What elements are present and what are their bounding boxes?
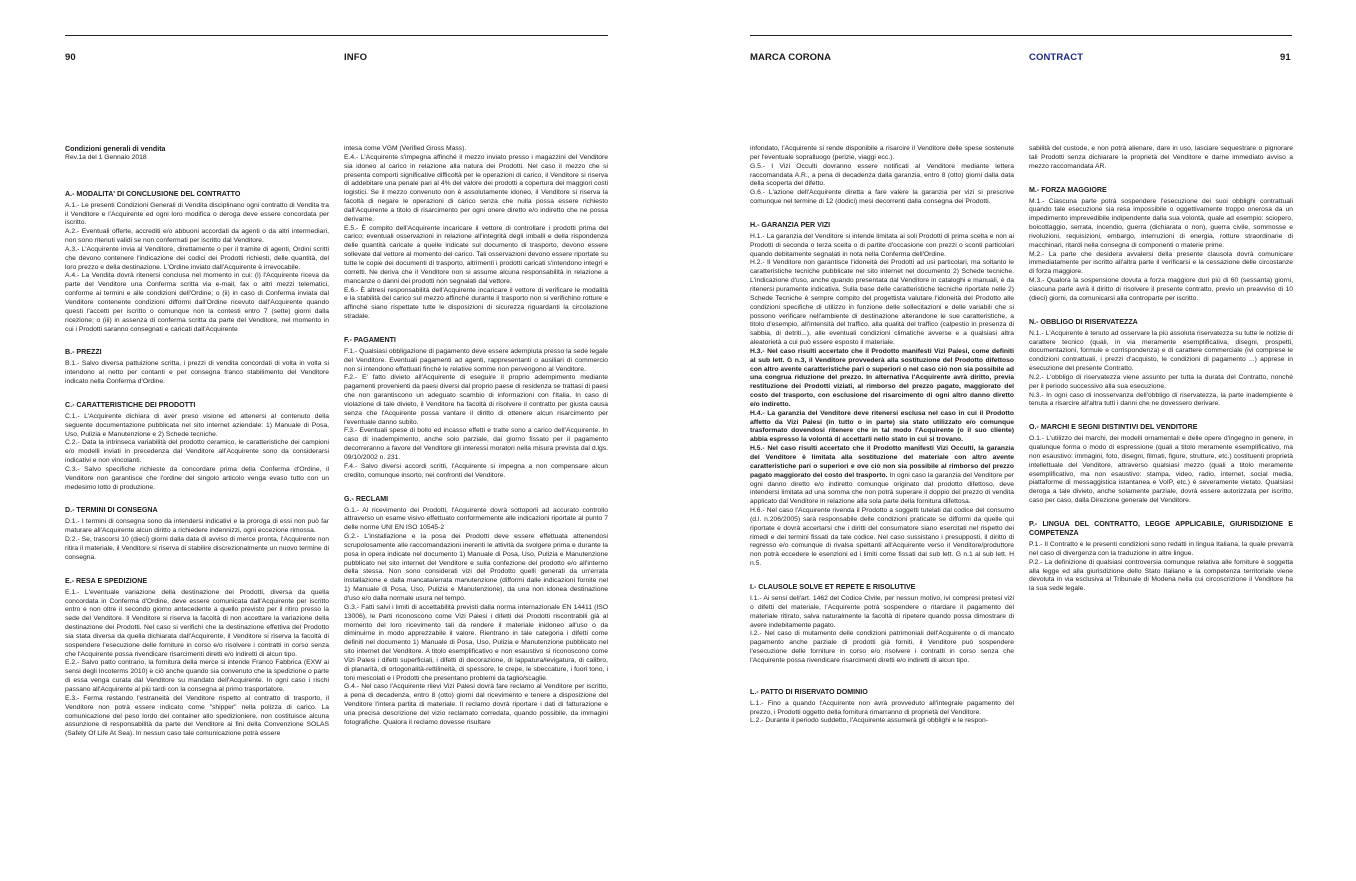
clause: D.2.- Se, trascorsi 10 (dieci) giorni dalla data di avviso di merce pronta, l'Acquirente non ritira il materiale, il Venditore si riserva di stabilire discrezionalmente un nuovo termine di consegna. [65,536,329,561]
clause: H.2.- Il Venditore non garantisce l'idoneità dei Prodotti ad usi particolari, ma soltanto le caratteristiche tecniche pubblicate nel sito internet nel documento 2) Schede tecniche. L'indicazione d'uso, anche quando presentata dal Venditore in cataloghi e manuali, è da ritenersi puramente indicativa. Sulla base delle caratteristiche tecniche riportate nelle 2) Schede Tecniche è sempre compito del progettista valutare l'idoneità del Prodotto alle condizioni specifiche di utilizzo in funzione delle sollecitazioni e delle variabili che si possono verificare nell'ambiente di destinazione alterandone le sue caratteristiche, a titolo d'esempio, all'intensità del traffico, alla qualità del traffico (calpestio in presenza di sabbia, di detriti...), alle eventuali condizioni climatiche avverse e a qualsiasi altra aleatorietà a cui può essere esposto il materiale. [750,259,1014,347]
section-heading: I.- CLAUSOLE SOLVE ET REPETE E RISOLUTIVE [750,582,916,591]
clause: D.1.- I termini di consegna sono da intendersi indicativi e la proroga di essi non può far maturare all'Acquirente alcun diritto a richiedere indennizzi, ogni eccezione rimossa. [65,518,329,535]
clause: L.2.- Durante il periodo suddetto, l'Acquirente assumerà gli obblighi e le respon- [750,717,989,725]
clause: N.3.- In ogni caso di inosservanza dell'obbligo di riservatezza, la parte inadempiente è tenuta a risarcire all'altra tutti i danni che ne dovessero derivare. [1029,391,1293,408]
right-page-number: 91 [1280,52,1291,63]
clause-bold: H.3.- Nel caso risulti accertato che il Prodotto manifesti Vizi Palesi, come definiti al sub lett. G n.3, il Venditore provvederà alla sostituzione del Prodotto difettoso con altro avente caratteristiche pari o superiori o nel caso ciò non sia possibile ad una congrua riduzione del prezzo. In alternativa l'Acquirente avrà diritto, previa restituzione dei Prodotti viziati, al rimborso del prezzo pagato, maggiorato del costo del trasporto, con esclusione del risarcimento di ogni altro danno diretto e/o indiretto. [750,347,1014,408]
clause-mixed: H.5.- Nel caso risulti accertato che il Prodotto manifesti Vizi Occulti, la garanzia del Venditore è limitata alla sostituzione del materiale con altro avente caratteristiche pari o superiori e ove ciò non sia possibile al rimborso del prezzo pagato maggiorato del costo del trasporto. In ogni caso la garanzia del Venditore per ogni danno diretto e/o indiretto comunque originato dal prodotto difettoso, deve intendersi limitata ad una somma che non potrà superare il doppio del prezzo di vendita applicato dal Venditore in relazione alla sola parte della fornitura difettosa. [750,445,1014,506]
section-heading: O.- MARCHI E SEGNI DISTINTIVI DEL VENDITORE [1029,423,1198,432]
clause: E.4.- L'Acquirente s'impegna affinché il mezzo inviato presso i magazzini del Venditore sia idoneo al carico in relazione alla natura dei Prodotti. Nel caso il mezzo che si presenta comporti significative difficoltà per le operazioni di carico, il Venditore si riserva di addebitare una penale pari al 4% del valore dei prodotti a copertura dei maggiori costi logistici. Se il mezzo convenuto non è assolutamente idoneo, il Venditore si riserva la facoltà di negare le operazioni di carico senza che nulla possa essere richiesto dall'Acquirente a titolo di risarcimento per ogni onere diretto e/o indiretto che ne possa derivarne. [344,153,608,223]
document-title: Condizioni generali di vendita [65,145,166,153]
clause: M.1.- Ciascuna parte potrà sospendere l'esecuzione dei suoi obblighi contrattuali quando tale esecuzione sia resa impossibile o oggettivamente troppo onerosa da un impedimento imprevedibile indipendente dalla sua volontà, quale ad esempio: sciopero, boicottaggio, serrata, incendio, guerra (dichiarata o non), guerra civile, sommosse e rivoluzioni, requisizioni, embargo, interruzioni di energia, rotture straordinarie di macchinari, ritardi nella consegna di componenti o materie prime. [1029,197,1293,249]
clause: I.1.- Ai sensi dell'art. 1462 del Codice Civile, per nessun motivo, ivi compresi pretesi vizi o difetti del materiale, l'Acquirente potrà sospendere o ritardare il pagamento del materiale ritirato, salva naturalmente la facoltà di ripetere quando possa dimostrare di avere indebitamente pagato. [750,594,1014,629]
clause: H.6.- Nel caso l'Acquirente rivenda il Prodotto a soggetti tutelati dal codice del consumo (d.l. n.206/2005) sarà responsabile delle condizioni praticate se difformi da quelle qui riportate e dovrà accertarsi che i diritti del consumatore siano esercitati nel rispetto dei rimedi e dei termini fissati da tale codice. Nel caso sussistano i presupposti, il diritto di regresso e/o comunque di rivalsa spettanti all'Acquirente verso il Venditore/produttore non potrà eccedere le esenzioni ed i limiti come fissati dal sub lett. G n.1 al sub lett. H n.5. [750,507,1014,568]
section-heading: M.- FORZA MAGGIORE [1029,185,1107,194]
clause: C.2.- Data la intrinseca variabilità del prodotto ceramico, le caratteristiche dei campioni e/o modelli inviati in precedenza dal Venditore all'Acquirente sono da considerarsi indicativi e non vincolanti. [65,439,329,465]
left-header-rule [65,35,608,36]
clause: E.5.- È compito dell'Acquirente incaricare il vettore di controllare i prodotti prima del carico; eventuali osservazioni in relazione all'integrità degli imballi e della rispondenza delle quantità caricate a quelle indicate sul documento di trasporto, devono essere sollevate dal vettore al momento del carico. Tali osservazioni devono essere riportate su tutte le copie dei documenti di trasporto, altrimenti i prodotti caricati s'intendono integri e corretti. Ne deriva che il Venditore non si assume alcuna responsabilità in relazione a mancanze o danni dei prodotti non segnalati dal vettore. [344,224,608,285]
clause: G.3.- Fatti salvi i limiti di accettabilità previsti dalla norma internazionale EN 14411 (ISO 13006), le Parti riconoscono come Vizi Palesi i difetti dei Prodotti riscontrabili già al momento del loro ricevimento tali da rendere il materiale inidoneo all'uso o da diminuirne in modo apprezzabile il valore. Rientrano in tale categoria i difetti come definiti nel documento 1) Manuale di Posa, Uso, Pulizia e Manutenzione pubblicato nel sito internet del Venditore. A titolo esemplificativo e non esaustivo si riconoscono come Vizi Palesi i difetti superficiali, i difetti di decorazione, di lappatura/levigatura, di calibro, di planarità, di ortogonalità-rettilineità, di spessore, le crepe, le sbeccature, i fuori tono, i toni mescolati e i Prodotti che presentano problemi da taglio/scaglie. [344,603,608,682]
section-heading: C.- CARATTERISTICHE DEI PRODOTTI [65,400,196,409]
section-heading: L.- PATTO DI RISERVATO DOMINIO [750,687,868,696]
clause: sabilità del custode, e non potrà alienare, dare in uso, lasciare sequestrare o pignorare tali Prodotti senza dichiarare la proprietà del Venditore e darne immediato avviso a mezzo raccomandata AR. [1029,145,1293,170]
clause: C.1.- L'Acquirente dichiara di aver preso visione ed attenersi al contenuto della seguente documentazione pubblicata nel sito internet aziendale: 1) Manuale di Posa, Uso, Pulizia e Manutenzione e 2) Schede tecniche. [65,412,329,438]
clause: F.3.- Eventuali spese di bollo ed incasso effetti e tratte sono a carico dell'Acquirente. In caso di inadempimento, anche solo parziale, dai giorno fissato per il pagamento decorreranno a favore del Venditore gli interessi moratori nella misura prevista dal d.lgs. 09/10/2002 n. 231. [344,427,608,461]
clause: G.2.- L'installazione e la posa dei Prodotti deve essere effettuata attenendosi scrupolosamente alle raccomandazioni inerenti le attività da svolgere prima e durante la posa in opera indicate nel documento 1) Manuale di Posa, Uso, Pulizia e Manutenzione pubblicato nel sito internet del Venditore e sulla confezione del prodotto e/o all'interno della stessa. Non sono considerati vizi del Prodotto quelli generati da un'errata installazione e dalla mancata/errata manutenzione (difformi dalle indicazioni fornite nel 1) Manuale di Posa, Uso, Pulizia e Manutenzione), da una non idonea destinazione d'uso e/o dalla normale usura nel tempo. [344,533,608,602]
clause: O.1.- L'utilizzo dei marchi, dei modelli ornamentali e delle opere d'ingegno in genere, in qualunque forma o modo di espressione (quali a titolo meramente esemplificativo, ma non esaustivo: immagini, foto, disegni, filmati, figure, strutture, etc.) costituenti proprietà intellettuale del Venditore, attraverso qualsiasi mezzo (quali a titolo meramente esemplificativo, ma non esaustivo: stampa, video, radio, internet, social media, piattaforme di messaggistica istantanea e VoIP, etc.) è severamente vietato. Qualsiasi deroga a tale divieto, anche solamente parziale, dovrà essere autorizzata per iscritto, caso per caso, dalla Direzione generale del Venditore. [1029,435,1293,505]
clause: A.1.- Le presenti Condizioni Generali di Vendita disciplinano ogni contratto di Vendita tra il Venditore e l'Acquirente ed ogni loro modifica o deroga deve essere concordata per iscritto. [65,201,329,227]
section-heading: H.- GARANZIA PER VIZI [750,220,831,229]
clause: H.1.- La garanzia del Venditore si intende limitata ai soli Prodotti di prima scelta e non ai Prodotti di seconda o terza scelta o di partite d'occasione con prezzi o sconti particolari quando debitamente segnalati in nota nella Conferma dell'Ordine. [750,232,1014,258]
clause: E.6.- È altresì responsabilità dell'Acquirente incaricare il vettore di verificare le modalità e la stabilità del carico sul mezzo affinché durante il trasporto non si verifichino rotture e affinché siano rispettate tutte le disposizioni di sicurezza riguardanti la circolazione stradale. [344,286,608,321]
clause: F.4.- Salvo diversi accordi scritti, l'Acquirente si impegna a non compensare alcun credito, comunque insorto, nei confronti del Venditore. [344,462,608,479]
clause-bold: H.4.- La garanzia del Venditore deve ritenersi esclusa nel caso in cui il Prodotto affetto da Vizi Palesi (in tutto o in parte) sia stato utilizzato e/o comunque trasformato dovendosi ritenere che in tal modo l'Acquirente (o il suo cliente) abbia espresso la volontà di accettarli nello stato in cui si trovano. [750,409,1014,444]
clause: C.3.- Salvo specifiche richieste da concordare prima della Conferma d'Ordine, il Venditore non garantisce che l'ordine del singolo articolo venga evaso tutto con un medesimo lotto di produzione. [65,465,329,491]
text-column-2 [344,145,608,728]
clause: A.3.- L'Acquirente invia al Venditore, direttamente o per il tramite di agenti, Ordini scritti che devono contenere l'indicazione dei codici dei Prodotti richiesti, delle quantità, del loro prezzo e della destinazione. L'Ordine inviato dall'Acquirente è irrevocabile. [65,245,329,271]
left-page-number: 90 [65,52,76,63]
section-heading: G.- RECLAMI [344,494,389,503]
clause: infondato, l'Acquirente si rende disponibile a risarcire il Venditore delle spese sostenute per l'eventuale sopralluogo (perizie, viaggi ecc.). [750,145,1014,161]
brand-name: MARCA CORONA [750,52,832,63]
clause: intesa come VGM (Verified Gross Mass). [344,145,467,152]
clause: E.2.- Salvo patto contrario, la fornitura della merce si intende Franco Fabbrica (EXW ai sensi degli Incoterms 2010) e ciò anche quando sia convenuto che la spedizione o parte di essa venga curata dal Venditore su mandato dell'Acquirente. In ogni caso i rischi passano all'Acquirente al più tardi con la consegna al primo trasportatore. [65,659,329,693]
clause: G.5.- I Vizi Occulti dovranno essere notificati al Venditore mediante lettera raccomandata A.R., a pena di decadenza dalla garanzia, entro 8 (otto) giorni dalla data della scoperta del difetto. [750,162,1014,188]
section-heading: N.- OBBLIGO DI RISERVATEZZA [1029,317,1138,326]
clause: P.1.- Il Contratto e le presenti condizioni sono redatti in lingua Italiana, la quale prevarrà nel caso di divergenza con la traduzione in altre lingue. [1029,541,1293,557]
text-column-4 [1029,145,1293,594]
clause: M.3.- Qualora la sospensione dovuta a forza maggiore duri più di 60 (sessanta) giorni, ciascuna parte avrà il diritto di risolvere il presente contratto, previo un preavviso di 10 (dieci) giorni, da comunicarsi alla controparte per iscritto. [1029,277,1293,302]
section-heading: F.- PAGAMENTI [344,335,396,344]
section-heading: B.- PREZZI [65,348,102,357]
document-revision: Rev.1a del 1 Gennaio 2018 [65,153,147,161]
section-heading: D.- TERMINI DI CONSEGNA [65,506,158,515]
clause: F.1.- Qualsiasi obbligazione di pagamento deve essere adempiuta presso la sede legale del Venditore. Eventuali pagamenti ad agenti, rappresentanti o ausiliari di commercio non si intendono effettuati finché le relative somme non pervengono al Venditore. [344,347,608,373]
clause: A.2.- Eventuali offerte, accrediti e/o abbuoni accordati da agenti o da altri intermediari, non sono ritenuti validi se non confermati per iscritto dal Venditore. [65,228,329,245]
section-heading: A.- MODALITA' DI CONCLUSIONE DEL CONTRATTO [65,189,241,198]
right-header-rule [750,35,1292,36]
clause: N.2.- L'obbligo di riservatezza viene assunto per tutta la durata del Contratto, nonché per il periodo successivo alla sua esecuzione. [1029,373,1293,390]
clause: G.6.- L'azione dell'Acquirente diretta a fare valere la garanzia per vizi si prescrive comunque nel termine di 12 (dodici) mesi decorrenti dalla consegna dei Prodotti. [750,189,1014,206]
clause: I.2.- Nel caso di mutamento delle condizioni patrimoniali dell'Acquirente o di mancato pagamento anche parziale di prodotti già forniti, il Venditore può sospendere l'esecuzione delle forniture in corso e/o risolvere i contratti in corso senza che l'Acquirente possa rivendicare risarcimenti diretti e/o indiretti di alcun tipo. [750,630,1014,664]
clause: E.1.- L'eventuale variazione della destinazione dei Prodotti, diversa da quella concordata in Conferma d'Ordine, deve essere comunicata dall'Acquirente per iscritto entro e non oltre il secondo giorno antecedente a quello previsto per il ritiro presso la sede del Venditore. Il Venditore si riserva la facoltà di non accettare la variazione della destinazione dei Prodotti. Nel caso si verifichi che la destinazione effettiva del Prodotto sia stata diversa da quella dichiarata dall'Acquirente, il Venditore si riserva la facoltà di sospendere l'esecuzione delle forniture in corso e/o risolvere i contratti in corso senza che l'Acquirente possa rivendicare risarcimenti diretti e/o indiretti di alcun tipo. [65,588,329,658]
clause: G.1.- Al ricevimento dei Prodotti, l'Acquirente dovrà sottoporli ad accurato controllo attraverso un esame visivo effettuato conformemente alle indicazioni riportate al punto 7 delle norme UNI EN ISO 10545-2 [344,506,608,532]
clause: L.1.- Fino a quando l'Acquirente non avrà provveduto all'integrale pagamento del prezzo, i Prodotti oggetto della fornitura rimarranno di proprietà del Venditore. [750,699,1014,716]
clause: A.4.- La Vendita dovrà ritenersi conclusa nel momento in cui: (i) l'Acquirente riceva da parte del Venditore una Conferma scritta via e-mail, fax o altri mezzi telematici, conforme ai termini e alle condizioni dell'Ordine; o (ii) in caso di Conferma inviata dal Venditore contenente condizioni difformi dall'Ordine ricevuto dall'Acquirente quando questi l'accetti per iscritto o comunque non la contesti entro 7 (sette) giorni dalla ricezione; o (iii) in assenza di conferma scritta da parte del Venditore, nel momento in cui i Prodotti saranno consegnati e caricati dall'Acquirente [65,272,329,333]
clause: P.2.- La definizione di qualsiasi controversia comunque relativa alle forniture è soggetta alla legge ed alla giurisdizione dello Stato Italiano e la competenza territoriale viene devoluta in via esclusiva al Tribunale di Modena nella cui circoscrizione il Venditore ha la sua sede legale. [1029,558,1293,593]
clause: B.1.- Salvo diversa pattuizione scritta, i prezzi di vendita concordati di volta in volta si intendono al netto per contanti e per consegna franco stabilimento del Venditore indicato nella Conferma d'Ordine. [65,360,329,386]
left-section-title: INFO [344,52,368,63]
clause: N.1.- L'Acquirente è tenuto ad osservare la più assoluta riservatezza su tutte le notizie di carattere tecnico (quali, in via meramente esemplificativa, disegni, prospetti, documentazioni, formule e corrispondenza) e di carattere commerciale (ivi comprese le condizioni contrattuali, i prezzi d'acquisto, le condizioni di pagamento ...) apprese in esecuzione del presente Contratto. [1029,329,1293,373]
text-column-3 [750,145,1014,726]
right-section-title: CONTRACT [1029,52,1084,63]
clause: F.2.- E' fatto divieto all'Acquirente di eseguire il proprio adempimento mediante pagamenti provenienti da paesi diversi dal proprio paese di residenza se trattasi di paesi che non garantiscono un adeguato scambio di informazioni con l'Italia. In caso di violazione di tale divieto, il Venditore ha facoltà di risolvere il contratto per giusta causa senza che l'Acquirente possa vantare il diritto di ottenere alcun risarcimento per l'eventuale danno subito. [344,374,608,426]
section-heading: P.- LINGUA DEL CONTRATTO, LEGGE APPLICABILE, GIURISDIZIONE E COMPETENZA [1029,520,1293,537]
clause: G.4.- Nel caso l'Acquirente rilevi Vizi Palesi dovrà fare reclamo al Venditore per iscritto, a pena di decadenza, entro 8 (otto) giorni dal ricevimento e tenere a disposizione del Venditore l'intera partita di materiale. Il reclamo dovrà riportare i dati di fatturazione e una precisa descrizione del vizio reclamato corredata, quando possibile, da immagini fotografiche. Qualora il reclamo dovesse risultare [344,683,608,726]
text-column-1 [65,145,329,739]
clause: E.3.- Ferma restando l'estraneità del Venditore rispetto al contratto di trasporto, il Venditore non potrà essere indicato come "shipper" nella polizza di carico. La comunicazione del peso lordo del container allo spedizioniere, non costituisce alcuna assunzione di responsabilità da parte del Venditore ai fini della Convenzione SOLAS (Safety Of Life At Sea). In nessun caso tale comunicazione potrà essere [65,694,329,738]
clause: M.2.- La parte che desidera avvalersi della presente clausola dovrà comunicare immediatamente per iscritto all'altra parte il verificarsi e la cessazione delle circostanze di forza maggiore. [1029,250,1293,276]
section-heading: E.- RESA E SPEDIZIONE [65,576,148,585]
